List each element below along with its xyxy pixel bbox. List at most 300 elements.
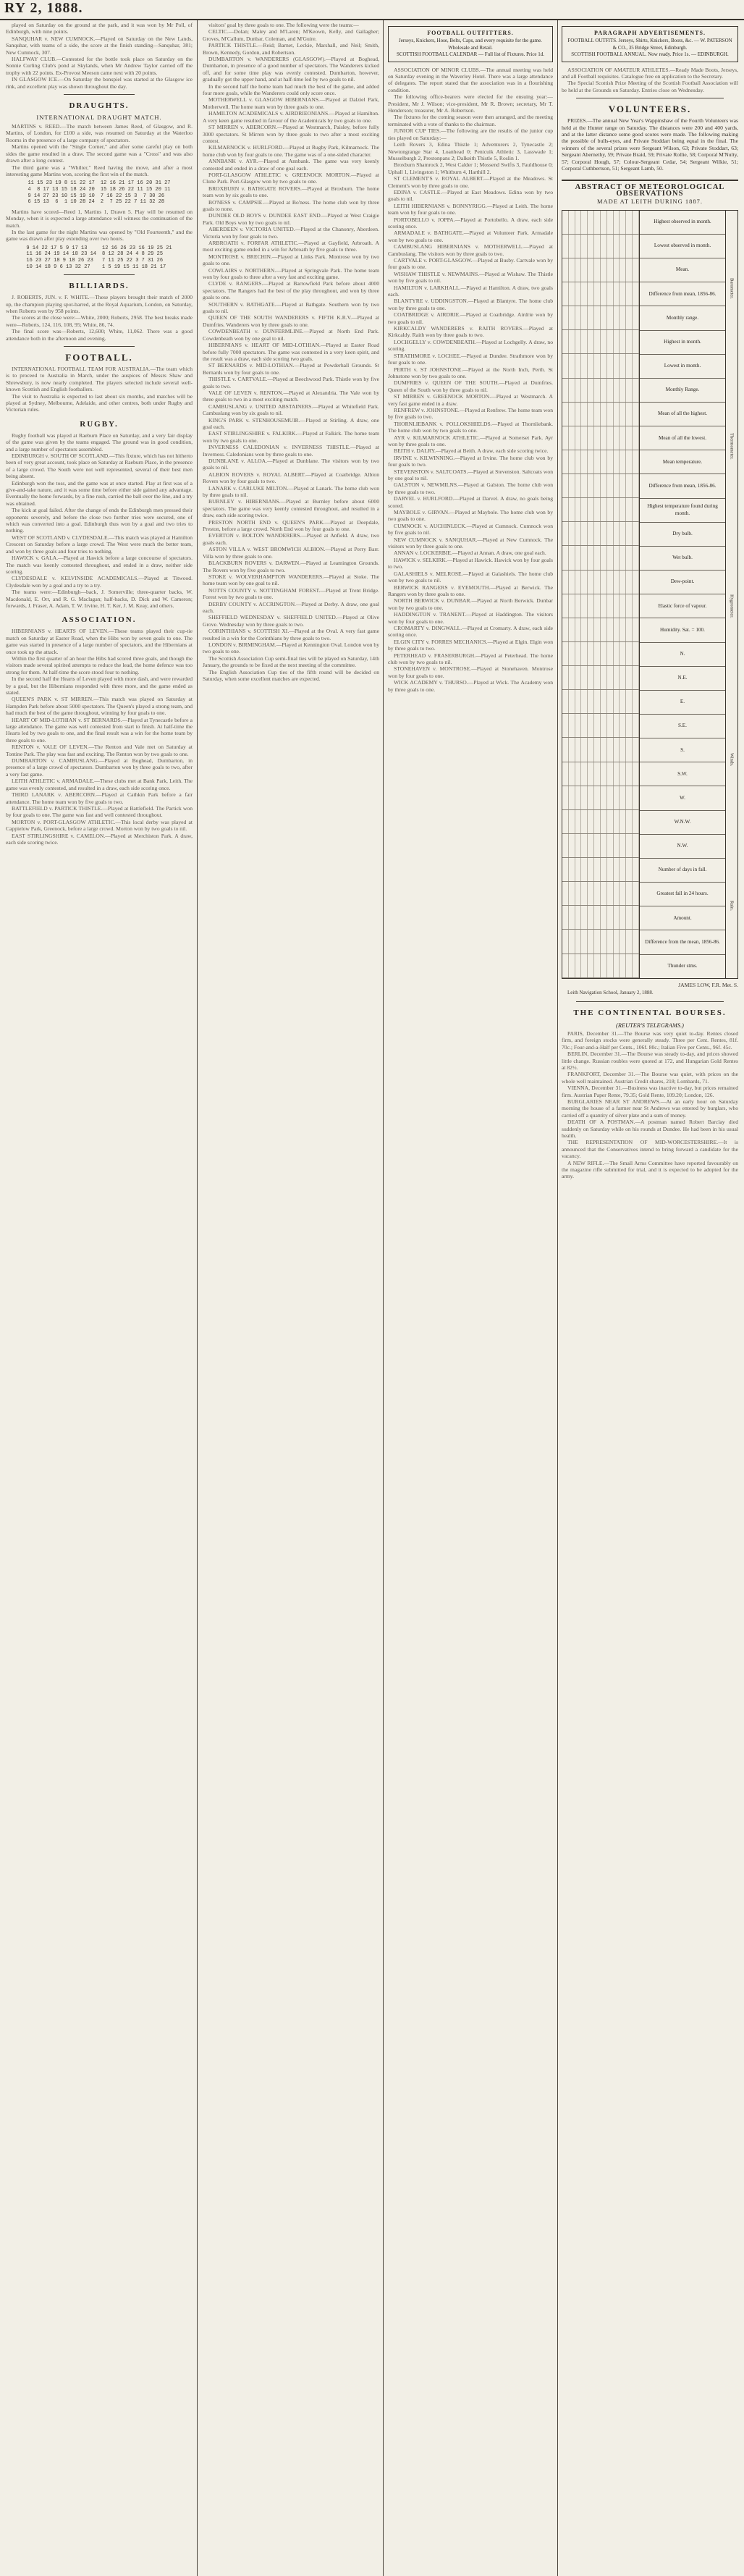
meteorological-cell [594,354,601,377]
meteorological-label: Highest in month. [640,331,725,355]
meteorological-cell [588,498,594,521]
meteorological-cell [633,738,639,761]
meteorological-cell [614,571,620,594]
meteorological-cell [562,642,569,665]
section-title-draughts: DRAUGHTS. [69,101,130,111]
meteorological-cell [607,714,614,737]
meteorological-cell [626,403,633,426]
meteorological-cell [562,738,569,761]
meteorological-cell [601,330,607,353]
meteorological-cell [626,426,633,450]
meteorological-cell [620,306,626,329]
meteorological-cell [607,571,614,594]
meteorological-cell [614,211,620,234]
meteorological-cell [626,258,633,282]
meteorological-cell [569,906,575,929]
meteorological-cell [594,618,601,641]
meteorological-cell [569,666,575,689]
meteorological-cell [626,690,633,713]
section-subtitle-draughts: INTERNATIONAL DRAUGHT MATCH. [36,114,162,122]
meteorological-label: Difference from the mean, 1856-86. [640,930,725,954]
body-text: Rugby football was played at Raeburn Place on Saturday, and a very fair display of the game was given by the teams engaged. The ground was in good condition, and a large number of spectators assembled. EDINBURGH v. SOUTH OF SCOTLAND.—This fixture, which has not hitherto been of very great account, took place on Saturday at Raeburn Place, in the presence of a large crowd. The South were not well represented, several of their best men being absent. Edinburgh won the toss, and the game was at once started. Play at first was of a give-and-take nature, and it was some time before either side gained any advantage. Eventually the home forwards, by a fine rush, carried the ball over the line, and a try was obtained. The kick at goal failed. After the change of ends the Edinburgh men pressed their opponents severely, and before the close two further tries were secured, one of which was converted into a goal. Edinburgh thus won by a goal and two tries to nothing. WEST OF SCOTLAND v. CLYDESDALE.—This match was played at Hamilton Crescent on Saturday before a large crowd. The West were much the better team, and won by three goals and four tries to nothing. HAWICK v. GALA.—Played at Hawick before a large concourse of spectators. The match was keenly contested throughout, and ended in a draw, neither side scoring. CLYDESDALE v. KELVINSIDE ACADEMICALS.—Played at Titwood. Clydesdale won by a goal and a try to a try. The teams were:—Edinburgh—back, J. Somerville; three-quarter backs, W. Macdonald, E. Orr, and R. G. Maclagan; half-backs, D. Dick and W. Cameron; forwards, J. Fraser, A. Adam, T. W. Irvine, H. T. Ker, J. M. Keay, and others. [6,432,193,609]
meteorological-cell [581,858,588,881]
meteorological-cell [581,403,588,426]
meteorological-cell [607,882,614,905]
meteorological-cell [562,306,569,329]
meteorological-row [562,522,639,546]
meteorological-cell [594,642,601,665]
meteorological-cell [620,258,626,282]
meteorological-cell [633,211,639,234]
meteorological-row [562,498,639,522]
meteorological-cell [594,522,601,545]
meteorological-cell [594,858,601,881]
meteorological-cell [575,906,582,929]
meteorological-cell [607,834,614,857]
meteorological-cell [588,235,594,258]
body-text: ASSOCIATION OF AMATEUR ATHLETES.—Ready Made Boots, Jerseys, and all Football requisites. Catalogue free on application to the Secretary. The Special Scottish Prize Meeting of the Scottish Football Association will be held at the Grounds on Saturday. Entries close on Wednesday. [562,66,738,93]
meteorological-cell [562,762,569,786]
meteorological-cell [575,354,582,377]
meteorological-cell [607,258,614,282]
meteorological-cell [614,786,620,809]
meteorological-cell [588,834,594,857]
meteorological-cell [607,618,614,641]
meteorological-label: Difference from mean, 1856-86. [640,282,725,306]
meteorological-cell [562,474,569,497]
meteorological-cell [620,786,626,809]
meteorological-cell [626,594,633,618]
meteorological-row [562,786,639,810]
meteorological-cell [569,474,575,497]
meteorological-label: Mean. [640,258,725,282]
meteorological-label: Difference from mean, 1856-86. [640,474,725,498]
meteorological-cell [601,379,607,402]
meteorological-cell [569,522,575,545]
meteorological-row [562,954,639,978]
meteorological-cell [601,714,607,737]
meteorological-cell [620,498,626,521]
meteorological-cell [594,235,601,258]
meteorological-cell [607,306,614,329]
meteorological-cell [633,522,639,545]
meteorological-cell [569,235,575,258]
meteorological-row [562,642,639,666]
meteorological-cell [614,858,620,881]
volunteers-title: VOLUNTEERS. [608,104,692,115]
meteorological-cell [601,786,607,809]
meteorological-cell [633,379,639,402]
meteorological-cell [626,618,633,641]
meteorological-cell [588,642,594,665]
column-3 [388,22,553,2570]
meteorological-cell [626,642,633,665]
meteorological-cell [562,235,569,258]
meteorological-label: Lowest in month. [640,355,725,379]
meteorological-cell [620,282,626,306]
meteorological-cell [633,474,639,497]
meteorological-side-label: Thermometer. [729,433,735,460]
header-date: RY 2, 1888. [4,0,83,16]
meteorological-cell [588,354,594,377]
meteorological-cell [569,930,575,953]
meteorological-cell [575,666,582,689]
meteorological-row [562,211,639,235]
meteorological-row [562,403,639,426]
meteorological-cell [562,618,569,641]
meteorological-cell [620,690,626,713]
meteorological-cell [614,882,620,905]
meteorological-cell [588,618,594,641]
meteorological-cell [588,762,594,786]
meteorological-cell [581,426,588,450]
meteorological-cell [601,522,607,545]
meteorological-cell [581,642,588,665]
meteorological-cell [575,714,582,737]
meteorological-cell [588,810,594,833]
meteorological-cell [594,738,601,761]
meteorological-cell [614,738,620,761]
meteorological-cell [626,810,633,833]
meteorological-cell [607,330,614,353]
meteorological-cell [633,450,639,473]
meteorological-cell [620,379,626,402]
continental-subtitle: (REUTER'S TELEGRAMS.) [616,1022,684,1029]
meteorological-cell [626,714,633,737]
meteorological-cell [607,403,614,426]
meteorological-cell [594,786,601,809]
meteorological-cell [626,930,633,953]
meteorological-cell [594,762,601,786]
meteorological-label: Monthly range. [640,306,725,330]
meteorological-cell [626,450,633,473]
meteorological-cell [594,426,601,450]
meteorological-cell [633,882,639,905]
meteorological-cell [594,906,601,929]
meteorological-cell [588,211,594,234]
meteorological-cell [626,211,633,234]
meteorological-label: Mean of all the lowest. [640,426,725,450]
column-1 [6,22,193,2570]
meteorological-cell [633,426,639,450]
meteorological-data-grid [562,211,640,978]
meteorological-cell [601,282,607,306]
meteorological-cell [569,306,575,329]
meteorological-cell [569,571,575,594]
meteorological-cell [562,666,569,689]
meteorological-cell [569,282,575,306]
meteorological-cell [569,762,575,786]
column-2 [203,22,379,2570]
meteorological-cell [601,954,607,977]
meteorological-cell [614,354,620,377]
meteorological-row [562,618,639,642]
meteorological-cell [601,474,607,497]
meteorological-cell [626,474,633,497]
meteorological-cell [569,954,575,977]
volunteers-paragraph: PRIZES.—The annual New Year's Wappinshaw of the Fourth Volunteers was held at the Hunter range on Saturday. The distances were 200 and 400 yards, and at the latter distance some good scores were made. The following making the possible of bulls-eyes, and Private Stoddart being equal in the final. The winners of the several prizes were Sergeant Wilson, 63; Private Stoddart, 63; Sergeant Abernethy, 59; Private Braid, 59; Private Rollie, 58; Corporal M'Nulty, 57; Corporal Hough, 57; Colour-Sergeant Cedar, 54; Sergeant Wilkie, 51; Corporal Cuthbertson, 51; Sergeant Lamb, 50. [562,117,738,172]
meteorological-cell [562,954,569,977]
meteorological-place: Leith Navigation School, January 2, 1888. [567,990,654,996]
meteorological-cell [633,714,639,737]
meteorological-cell [626,282,633,306]
meteorological-row [562,330,639,354]
meteorological-cell [607,282,614,306]
meteorological-cell [620,882,626,905]
body-text: played on Saturday on the ground at the park, and it was won by Mr Poll, of Edinburgh, with nine points. SANQUHAR v. NEW CUMNOCK.—Played on Saturday on the New Lands, Sanquhar, with teams of a side, the score at the finish standing—Sanquhar, 381; New Cumnock, 307. HALFWAY CLUB.—Contested for the bottle took place on Saturday on the Sonnie Curling Club's pond at Skylands, when Mr Andrew Taylor carried off the trophy with 22 points. Ex-Provost Meeson came next with 20 points. IN GLASGOW ICE.—On Saturday the bonspiel was started at the Glasgow ice rink, and excellent play was shown throughout the day. [6,22,193,90]
meteorological-cell [614,666,620,689]
meteorological-side-label: Barometer. [729,277,735,299]
meteorological-label: Monthly Range. [640,379,725,403]
meteorological-cell [607,666,614,689]
meteorological-cell [575,306,582,329]
meteorological-cell [562,810,569,833]
meteorological-cell [594,571,601,594]
meteorological-cell [607,426,614,450]
meteorological-cell [601,354,607,377]
meteorological-cell [601,666,607,689]
meteorological-cell [581,258,588,282]
meteorological-cell [633,403,639,426]
body-text: ASSOCIATION OF MINOR CLUBS.—The annual meeting was held on Saturday evening in the Waverley Hotel. There was a large attendance of delegates. The report stated that the association was in a flourishing condition. The following office-bearers were elected for the ensuing year:—President, Mr J. Wilson; vice-president, Mr R. Brown; secretary, Mr T. Henderson; treasurer, Mr A. Robertson. The fixtures for the coming season were then arranged, and the meeting terminated with a vote of thanks to the chairman. JUNIOR CUP TIES.—The following are the results of the junior cup ties played on Saturday:— Leith Rovers 3, Edina Thistle 1; Adventurers 2, Tynecastle 2; Newtongrange Star 4, Loanhead 0; Penicuik Athletic 3, Lasswade 1; Musselburgh 2, Prestonpans 2; Dalkeith Thistle 5, Roslin 1. Broxburn Shamrock 2, West Calder 1; Mossend Swifts 3, Fauldhouse 0; Uphall 1, Livingston 1; Whitburn 4, Harthill 2. ST CLEMENT'S v. ROYAL ALBERT.—Played at the Meadows. St Clement's won by three goals to one. EDINA v. CASTLE.—Played at East Meadows. Edina won by two goals to nil. LEITH HIBERNIANS v. BONNYRIGG.—Played at Leith. The home team won by four goals to one. PORTOBELLO v. JOPPA.—Played at Portobello. A draw, each side scoring once. ARMADALE v. BATHGATE.—Played at Volunteer Park. Armadale won by two goals to one. CAMBUSLANG HIBERNIANS v. MOTHERWELL.—Played at Cambuslang. The visitors won by three goals to two. CARTVALE v. PORT-GLASGOW.—Played at Busby. Cartvale won by four goals to one. WISHAW THISTLE v. NEWMAINS.—Played at Wishaw. The Thistle won by five goals to nil. HAMILTON v. LARKHALL.—Played at Hamilton. A draw, two goals each. BLANTYRE v. UDDINGSTON.—Played at Blantyre. The home club won by three goals to one. COATBRIDGE v. AIRDRIE.—Played at Coatbridge. Airdrie won by two goals to nil. KIRKCALDY WANDERERS v. RAITH ROVERS.—Played at Kirkcaldy. Raith won by three goals to two. LOCHGELLY v. COWDENBEATH.—Played at Lochgelly. A draw, no scoring. STRATHMORE v. LOCHEE.—Played at Dundee. Strathmore won by four goals to one. PERTH v. ST JOHNSTONE.—Played at the North Inch, Perth. St Johnstone won by two goals to one. DUMFRIES v. QUEEN OF THE SOUTH.—Played at Dumfries. Queen of the South won by three goals to nil. ST MIRREN v. GREENOCK MORTON.—Played at Westmarch. A very fast game ended in a draw. RENFREW v. JOHNSTONE.—Played at Renfrew. The home team won by five goals to two. THORNLIEBANK v. POLLOKSHIELDS.—Played at Thornliebank. The home club won by two goals to one. AYR v. KILMARNOCK ATHLETIC.—Played at Somerset Park. Ayr won by three goals to one. BEITH v. DALRY.—Played at Beith. A draw, each side scoring twice. IRVINE v. KILWINNING.—Played at Irvine. The home club won by four goals to two. STEVENSTON v. SALTCOATS.—Played at Stevenston. Saltcoats won by one goal to nil. GALSTON v. NEWMILNS.—Played at Galston. The home club won by three goals to two. DARVEL v. HURLFORD.—Played at Darvel. A draw, no goals being scored. MAYBOLE v. GIRVAN.—Played at Maybole. The home club won by two goals to one. CUMNOCK v. AUCHINLECK.—Played at Cumnock. Cumnock won by five goals to nil. NEW CUMNOCK v. SANQUHAR.—Played at New Cumnock. The visitors won by three goals to one. ANNAN v. LOCKERBIE.—Played at Annan. A draw, one goal each. HAWICK v. SELKIRK.—Played at Hawick. Hawick won by four goals to two. GALASHIELS v. MELROSE.—Played at Galashiels. The home club won by two goals to nil. BERWICK RANGERS v. EYEMOUTH.—Played at Berwick. The Rangers won by three goals to one. NORTH BERWICK v. DUNBAR.—Played at North Berwick. Dunbar won by two goals to one. HADDINGTON v. TRANENT.—Played at Haddington. The visitors won by four goals to one. CROMARTY v. DINGWALL.—Played at Cromarty. A draw, each side scoring once. ELGIN CITY v. FORRES MECHANICS.—Played at Elgin. Elgin won by three goals to two. PETERHEAD v. FRASERBURGH.—Played at Peterhead. The home club won by two goals to nil. STONEHAVEN v. MONTROSE.—Played at Stonehaven. Montrose won by four goals to one. WICK ACADEMY v. THURSO.—Played at Wick. The Academy won by three goals to one. [388,66,553,693]
meteorological-cell [620,762,626,786]
meteorological-cell [588,930,594,953]
meteorological-row [562,666,639,690]
meteorological-cell [620,450,626,473]
meteorological-cell [588,906,594,929]
meteorological-cell [562,906,569,929]
meteorological-cell [581,306,588,329]
meteorological-cell [601,738,607,761]
meteorological-cell [620,810,626,833]
meteorological-cell [575,379,582,402]
meteorological-signature: JAMES LOW, F.R. Met. S. [678,981,738,988]
meteorological-side-labels [725,211,737,978]
meteorological-cell [569,594,575,618]
meteorological-cell [607,498,614,521]
meteorological-cell [607,690,614,713]
meteorological-cell [601,258,607,282]
meteorological-cell [575,211,582,234]
meteorological-cell [633,235,639,258]
meteorological-cell [569,618,575,641]
meteorological-cell [626,306,633,329]
meteorological-cell [562,330,569,353]
meteorological-cell [633,762,639,786]
meteorological-cell [594,954,601,977]
meteorological-label: Thunder stms. [667,962,698,969]
section-title-association: ASSOCIATION. [62,615,137,625]
meteorological-cell [588,474,594,497]
meteorological-cell [581,930,588,953]
meteorological-cell [626,354,633,377]
meteorological-cell [581,354,588,377]
meteorological-cell [620,666,626,689]
meteorological-cell [614,642,620,665]
meteorological-row [562,235,639,258]
meteorological-cell [620,594,626,618]
meteorological-cell [581,906,588,929]
meteorological-cell [607,954,614,977]
meteorological-row [562,354,639,378]
meteorological-cell [614,426,620,450]
column-rule [197,20,198,2576]
meteorological-cell [594,282,601,306]
column-rule [557,20,558,2576]
meteorological-cell [601,546,607,569]
meteorological-cell [569,403,575,426]
meteorological-cell [607,810,614,833]
meteorological-cell [633,571,639,594]
meteorological-labels [640,211,725,978]
meteorological-cell [620,642,626,665]
meteorological-label: Dry bulb. [640,523,725,547]
meteorological-cell [581,690,588,713]
meteorological-cell [575,426,582,450]
meteorological-label: Dew-point. [640,571,725,594]
meteorological-cell [588,954,594,977]
meteorological-cell [626,954,633,977]
meteorological-cell [614,690,620,713]
meteorological-cell [620,618,626,641]
meteorological-row [562,306,639,330]
meteorological-label: Humidity. Sat. = 100. [640,618,725,642]
draughts-moves: 11 15 23 19 8 11 22 17 4 8 17 13 15 18 24 20 9 14 27 23 10 15 19 10 6 15 13 6 1 10 28 24 12 16 21 17 16 20 31 27 15 18 26 22 11 15 20 11 7 16 22 15 3 7 30 26 2 7 25 22 7 11 32 28 [28,180,171,206]
meteorological-cell [626,235,633,258]
meteorological-cell [569,858,575,881]
meteorological-cell [581,474,588,497]
meteorological-label: Lowest observed in month. [640,235,725,258]
meteorological-cell [575,882,582,905]
meteorological-cell [575,450,582,473]
meteorological-cell [633,906,639,929]
body-text: PARIS, December 31.—The Bourse was very quiet to-day. Rentes closed firm, and foreign stocks were generally steady. Three per Cent. Rentes, 81f. 70c.; Four-and-a-Half per Cents., 106f. 80c.; Italian Five per Cents., 96f. 45c. BERLIN, December 31.—The Bourse was steady to-day, and prices showed little change. Russian roubles were quoted at 172, and Hungarian Gold Rentes at 82½. FRANKFORT, December 31.—The Bourse was quiet, with prices on the whole well maintained. Austrian Credit shares, 218; Lombards, 71. VIENNA, December 31.—Business was inactive to-day, but prices remained firm. Austrian Paper Rente, 79.35; Gold Rente, 109.20; London, 126. BURGLARIES NEAR ST ANDREWS.—At an early hour on Saturday morning the house of a farmer near St Andrews was entered by burglars, who carried off a quantity of silver plate and a sum of money. DEATH OF A POSTMAN.—A postman named Robert Barclay died suddenly on Saturday while on his rounds at Dundee. He had been in his usual health. THE REPRESENTATION OF MID-WORCESTERSHIRE.—It is announced that the Conservatives intend to bring forward a candidate for the vacancy. A NEW RIFLE.—The Small Arms Committee have reported favourably on the magazine rifle submitted for trial, and it is expected to be adopted for the army. [562,1030,738,1180]
meteorological-cell [594,306,601,329]
meteorological-cell [569,498,575,521]
meteorological-cell [626,498,633,521]
meteorological-cell [594,714,601,737]
meteorological-label: E. [640,691,725,715]
meteorological-label: W.N.W. [640,811,725,835]
meteorological-cell [620,834,626,857]
meteorological-cell [588,522,594,545]
meteorological-cell [569,882,575,905]
meteorological-cell [588,426,594,450]
meteorological-cell [614,258,620,282]
meteorological-cell [562,571,569,594]
meteorological-cell [633,498,639,521]
meteorological-cell [626,906,633,929]
meteorological-cell [575,738,582,761]
meteorological-cell [562,858,569,881]
meteorological-side-label: Winds. [729,752,735,766]
meteorological-cell [620,403,626,426]
meteorological-cell [581,786,588,809]
meteorological-cell [626,571,633,594]
meteorological-cell [575,498,582,521]
meteorological-cell [620,235,626,258]
meteorological-cell [626,546,633,569]
meteorological-cell [633,642,639,665]
meteorological-cell [569,211,575,234]
meteorological-cell [601,690,607,713]
meteorological-cell [575,571,582,594]
meteorological-cell [581,522,588,545]
meteorological-cell [633,810,639,833]
meteorological-label: Highest temperature found during month. [640,499,725,523]
meteorological-cell [601,642,607,665]
meteorological-label: Amount. [640,906,725,930]
meteorological-label: N.E. [640,667,725,691]
meteorological-cell [626,379,633,402]
section-title-rugby: RUGBY. [80,419,119,429]
meteorological-cell [614,522,620,545]
meteorological-cell [607,522,614,545]
meteorological-cell [562,786,569,809]
meteorological-cell [620,330,626,353]
meteorological-cell [607,594,614,618]
meteorological-cell [581,618,588,641]
meteorological-cell [633,330,639,353]
meteorological-cell [614,282,620,306]
section-divider [576,1001,724,1002]
meteorological-cell [569,258,575,282]
meteorological-cell [594,930,601,953]
meteorological-cell [594,379,601,402]
meteorological-side-label: Hygrometer. [729,594,735,618]
meteorological-cell [562,714,569,737]
body-text: J. ROBERTS, JUN. v. F. WHITE.—These players brought their match of 2000 up, the champion playing spot-barred, at the Royal Aquarium, London, on Saturday, when Roberts won by 958 points. The scores at the close were:—White, 2000; Roberts, 2958. The best breaks made were—Roberts, 124, 116, 108, 95; White, 86, 74. The final score was—Roberts, 12,600; White, 11,062. There was a good attendance both in the afternoon and evening. [6,294,193,342]
meteorological-label: S. [640,738,725,762]
meteorological-row [562,690,639,714]
meteorological-cell [633,306,639,329]
meteorological-cell [620,858,626,881]
meteorological-cell [601,211,607,234]
meteorological-cells [562,211,639,978]
meteorological-cell [562,522,569,545]
meteorological-cell [614,330,620,353]
meteorological-cell [588,666,594,689]
meteorological-cell [633,858,639,881]
meteorological-row [562,834,639,858]
meteorological-row [562,379,639,403]
meteorological-cell [594,834,601,857]
meteorological-cell [569,786,575,809]
meteorological-cell [569,330,575,353]
meteorological-cell [601,882,607,905]
meteorological-label: Wet bulb. [640,547,725,571]
meteorological-cell [588,858,594,881]
meteorological-cell [594,474,601,497]
meteorological-cell [569,738,575,761]
meteorological-label: W. [640,786,725,810]
meteorological-cell [588,690,594,713]
meteorological-row [562,282,639,306]
meteorological-cell [562,426,569,450]
meteorological-cell [614,618,620,641]
meteorological-cell [633,834,639,857]
meteorological-cell [569,450,575,473]
meteorological-cell [607,450,614,473]
meteorological-cell [569,546,575,569]
meteorological-cell [575,546,582,569]
meteorological-row [562,450,639,474]
meteorological-row [562,882,639,906]
meteorological-cell [575,618,582,641]
meteorological-label: N.W. [640,835,725,859]
meteorological-cell [588,714,594,737]
meteorological-cell [594,666,601,689]
